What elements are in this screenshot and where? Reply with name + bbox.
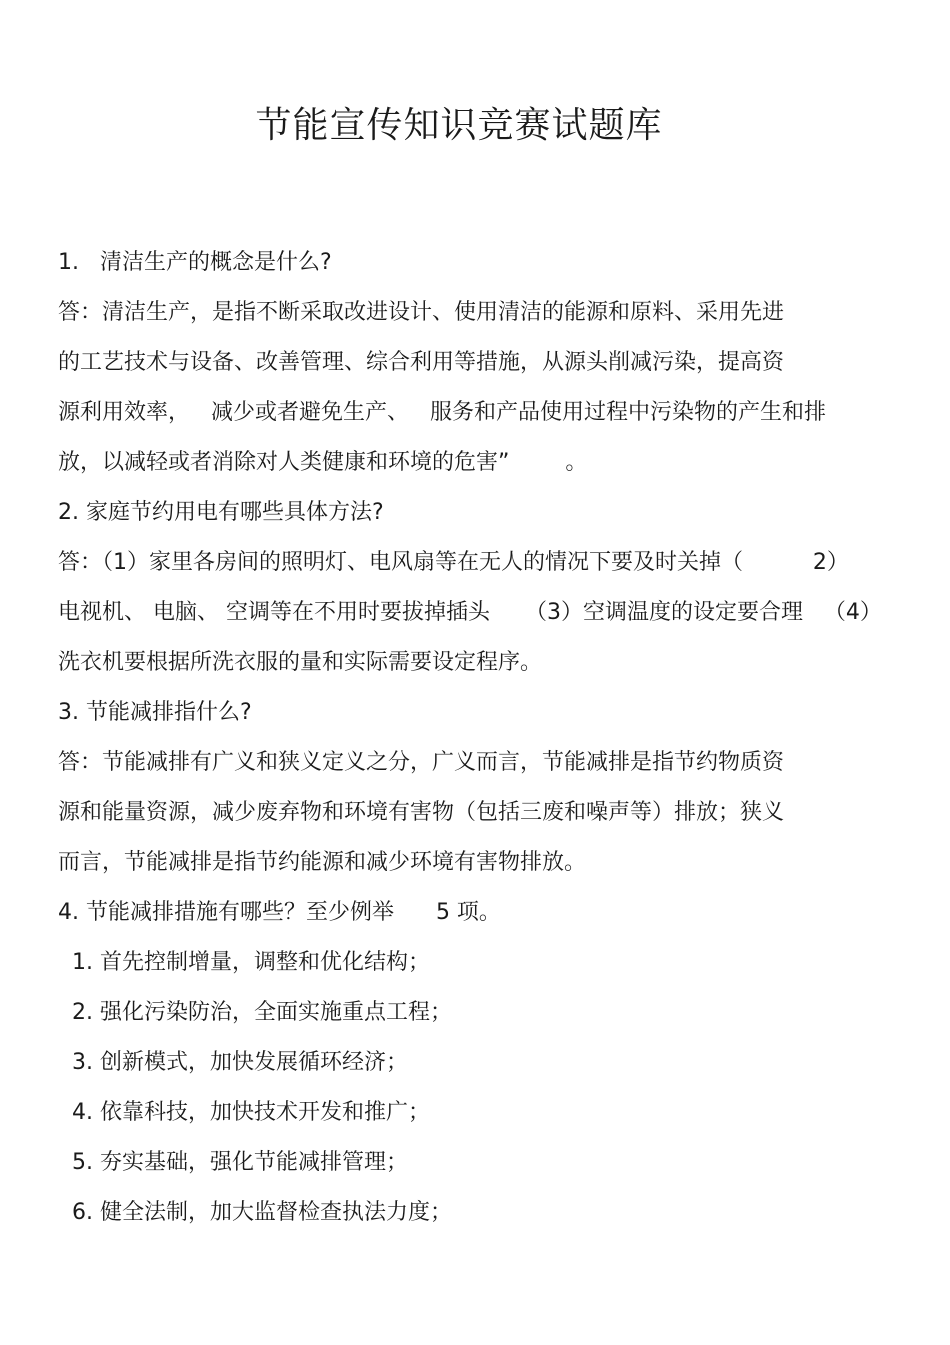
q3-answer-line-2: 源和能量资源，减少废弃物和环境有害物（包括三废和噪声等）排放；狭义 <box>58 800 785 825</box>
q4-list-item-2: 2. 强化污染防治，全面实施重点工程； <box>58 1000 452 1025</box>
q4-list-item-6: 6. 健全法制，加大监督检查执法力度； <box>58 1200 452 1225</box>
q1-answer-line-3: 源利用效率， 减少或者避免生产、 服务和产品使用过程中污染物的产生和排 <box>58 400 826 425</box>
q4-list-item-1: 1. 首先控制增量，调整和优化结构； <box>58 950 430 975</box>
q3-answer-line-3: 而言，节能减排是指节约能源和减少环境有害物排放。 <box>58 850 587 875</box>
q4-list-item-3: 3. 创新模式，加快发展循环经济； <box>58 1050 408 1075</box>
q1-answer-line-1: 答：清洁生产，是指不断采取改进设计、使用清洁的能源和原料、采用先进 <box>58 300 785 325</box>
q1-question: 1. 清洁生产的概念是什么? <box>58 250 332 275</box>
q1-answer-line-4: 放，以减轻或者消除对人类健康和环境的危害” 。 <box>58 450 588 475</box>
q4-list-item-5: 5. 夯实基础，强化节能减排管理； <box>58 1150 408 1175</box>
q1-answer-line-2: 的工艺技术与设备、改善管理、综合利用等措施，从源头削减污染，提高资 <box>58 350 785 375</box>
q3-question: 3. 节能减排指什么? <box>58 700 252 725</box>
q2-question: 2. 家庭节约用电有哪些具体方法? <box>58 500 384 525</box>
page-title: 节能宣传知识竞赛试题库 <box>255 105 663 146</box>
q2-answer-line-1: 答：（1）家里各房间的照明灯、电风扇等在无人的情况下要及时关掉（ 2） <box>58 550 849 575</box>
q3-answer-line-1: 答：节能减排有广义和狭义定义之分，广义而言，节能减排是指节约物质资 <box>58 750 785 775</box>
q2-answer-line-3: 洗衣机要根据所洗衣服的量和实际需要设定程序。 <box>58 650 543 675</box>
q2-answer-line-2: 电视机、 电脑、 空调等在不用时要拔掉插头 （3）空调温度的设定要合理 （4） <box>58 600 882 625</box>
q4-list-item-4: 4. 依靠科技，加快技术开发和推广； <box>58 1100 430 1125</box>
q4-question: 4. 节能减排措施有哪些？至少例举 5 项。 <box>58 900 501 925</box>
